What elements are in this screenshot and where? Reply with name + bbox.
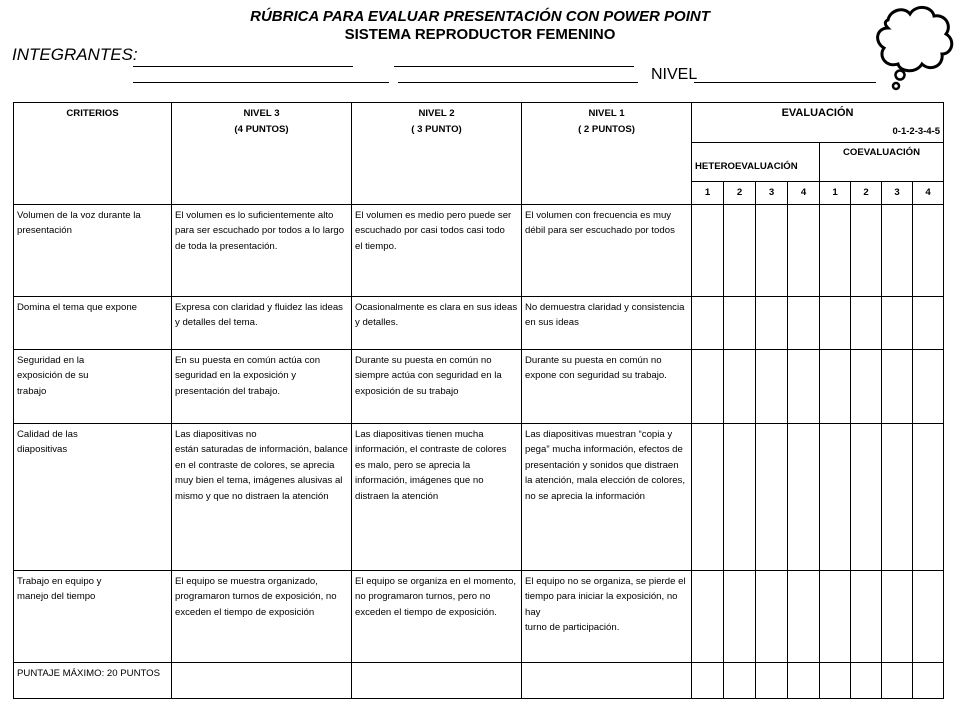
header-heteroevaluacion: HETEROEVALUACIÓN [692,143,820,182]
score-cell[interactable] [820,570,851,662]
integrantes-line-2 [394,66,634,67]
header-coevaluacion: COEVALUACIÓN [820,143,944,182]
total-row [14,662,944,698]
score-cell[interactable] [882,662,913,698]
nivel2-cell: Durante su puesta en común no siempre actúa con seguridad en la exposición de su trabajo [352,349,522,423]
score-cell[interactable] [756,570,788,662]
score-cell[interactable] [756,296,788,349]
score-cell[interactable] [756,204,788,296]
nivel1-cell: Las diapositivas muestran “copia y pega” mucha información, efectos de presentación y sonidos que distraen la atención, mala elección de colores, no se aprecia la información [522,423,692,570]
score-cell[interactable] [820,423,851,570]
total-cell: PUNTAJE MÁXIMO: 20 PUNTOS [14,662,172,698]
score-cell[interactable] [882,423,913,570]
score-cell[interactable] [913,349,944,423]
header-nivel2 [352,103,522,205]
score-cell[interactable] [724,662,756,698]
score-col-5: 1 [820,182,851,205]
score-cell[interactable] [851,423,882,570]
nivel1-cell: El volumen con frecuencia es muy débil para ser escuchado por todos [522,204,692,296]
header-criterios: CRITERIOS [14,103,172,205]
score-cell[interactable] [788,296,820,349]
nivel2-cell: El equipo se organiza en el momento, no programaron turnos, pero no exceden el tiempo de exposición. [352,570,522,662]
nivel1-cell: El equipo no se organiza, se pierde el tiempo para iniciar la exposición, no hay turno de participación. [522,570,692,662]
score-cell[interactable] [913,423,944,570]
header-nivel3 [172,103,352,205]
score-cell[interactable] [851,662,882,698]
nivel3-label: NIVEL 3 [243,108,280,119]
nivel2-points: ( 3 PUNTO) [411,123,462,135]
score-cell[interactable] [692,570,724,662]
score-col-2: 2 [724,182,756,205]
nivel1-label: NIVEL 1 [588,108,625,119]
score-col-6: 2 [851,182,882,205]
score-cell[interactable] [882,296,913,349]
score-cell[interactable] [820,349,851,423]
score-cell[interactable] [820,204,851,296]
nivel3-cell: El volumen es lo suficientemente alto para ser escuchado por todos a lo largo de toda la presentación. [172,204,352,296]
score-cell[interactable] [756,423,788,570]
score-cell[interactable] [788,570,820,662]
score-cell[interactable] [913,662,944,698]
score-cell[interactable] [756,349,788,423]
score-cell[interactable] [851,296,882,349]
score-col-7: 3 [882,182,913,205]
nivel1-cell: No demuestra claridad y consistencia en sus ideas [522,296,692,349]
score-cell[interactable] [788,349,820,423]
score-cell[interactable] [692,349,724,423]
score-col-4: 4 [788,182,820,205]
score-cell[interactable] [882,204,913,296]
table-row [14,423,944,570]
score-cell[interactable] [851,349,882,423]
nivel3-cell: Expresa con claridad y fluidez las ideas y detalles del tema. [172,296,352,349]
integrantes-line-3 [133,82,389,83]
score-cell[interactable] [913,570,944,662]
nivel-line [694,82,876,83]
score-cell[interactable] [851,570,882,662]
table-row [14,570,944,662]
nivel-label: NIVEL [651,66,698,83]
score-cell[interactable] [788,204,820,296]
evaluacion-scale: 0-1-2-3-4-5 [892,125,941,137]
table-row [14,296,944,349]
total-empty [172,662,352,698]
rubric-title: RÚBRICA PARA EVALUAR PRESENTACIÓN CON POWER POINT [250,8,710,25]
total-empty [352,662,522,698]
cloud-icon [870,2,960,92]
nivel2-cell: Las diapositivas tienen mucha información, el contraste de colores es malo, pero se aprecia la información, imágenes que no distraen la atención [352,423,522,570]
score-cell[interactable] [692,296,724,349]
nivel2-cell: Ocasionalmente es clara en sus ideas y detalles. [352,296,522,349]
score-cell[interactable] [692,662,724,698]
nivel3-cell: El equipo se muestra organizado, programaron turnos de exposición, no exceden el tiempo de exposición [172,570,352,662]
header-evaluacion [692,103,944,143]
nivel1-cell: Durante su puesta en común no expone con seguridad su trabajo. [522,349,692,423]
score-cell[interactable] [820,662,851,698]
score-col-1: 1 [692,182,724,205]
nivel3-cell: En su puesta en común actúa con seguridad en la exposición y presentación del trabajo. [172,349,352,423]
criterio-cell: Calidad de las diapositivas [14,423,172,570]
table-row [14,349,944,423]
score-cell[interactable] [692,204,724,296]
score-cell[interactable] [882,349,913,423]
nivel3-cell: Las diapositivas no están saturadas de información, balance en el contraste de colores, se aprecia muy bien el tema, imágenes alusivas al mismo y que no distraen la atención [172,423,352,570]
evaluacion-label: EVALUACIÓN [781,107,854,119]
score-cell[interactable] [756,662,788,698]
score-cell[interactable] [692,423,724,570]
integrantes-line-4 [398,82,638,83]
criterio-cell: Domina el tema que expone [14,296,172,349]
score-cell[interactable] [724,296,756,349]
rubric-subtitle: SISTEMA REPRODUCTOR FEMENINO [344,26,616,43]
score-cell[interactable] [913,296,944,349]
header-nivel1 [522,103,692,205]
score-cell[interactable] [724,570,756,662]
integrantes-line-1 [133,66,353,67]
rubric-table [13,102,944,699]
nivel2-cell: El volumen es medio pero puede ser escuchado por casi todos casi todo el tiempo. [352,204,522,296]
score-cell[interactable] [820,296,851,349]
criterio-cell: Seguridad en la exposición de su trabajo [14,349,172,423]
score-cell[interactable] [788,662,820,698]
total-empty [522,662,692,698]
score-col-3: 3 [756,182,788,205]
table-row [14,204,944,296]
score-cell[interactable] [724,423,756,570]
score-cell[interactable] [913,204,944,296]
score-cell[interactable] [724,204,756,296]
score-cell[interactable] [851,204,882,296]
score-cell[interactable] [788,423,820,570]
nivel2-label: NIVEL 2 [418,108,455,119]
score-cell[interactable] [724,349,756,423]
score-cell[interactable] [882,570,913,662]
score-col-8: 4 [913,182,944,205]
criterio-cell: Volumen de la voz durante la presentación [14,204,172,296]
nivel3-points: (4 PUNTOS) [234,123,289,135]
criterio-cell: Trabajo en equipo y manejo del tiempo [14,570,172,662]
integrantes-label: INTEGRANTES: [12,45,138,64]
nivel1-points: ( 2 PUNTOS) [578,123,635,135]
